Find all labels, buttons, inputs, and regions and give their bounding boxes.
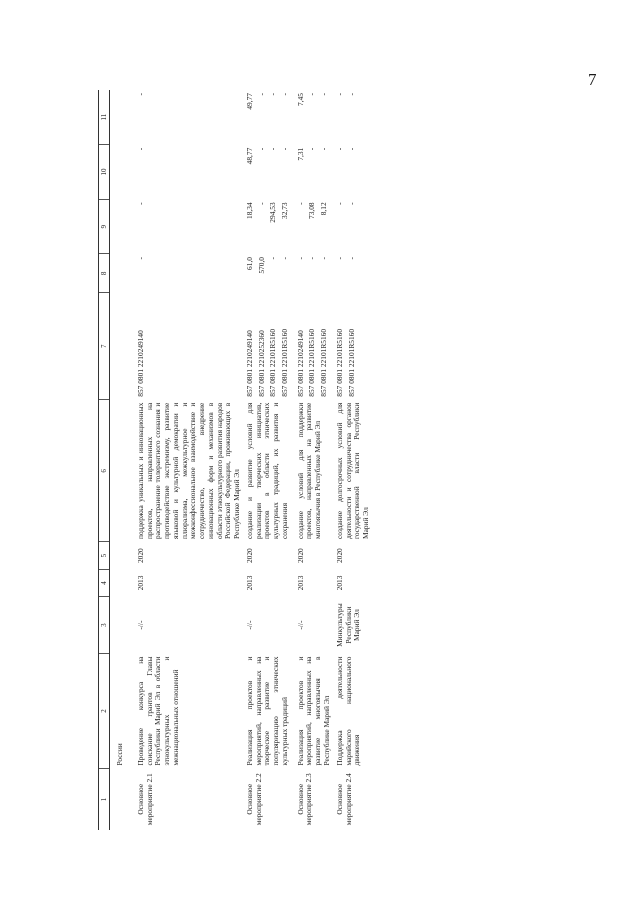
program-activities-table bbox=[98, 90, 373, 830]
budget-codes bbox=[334, 293, 373, 400]
value-col10: - bbox=[256, 147, 266, 151]
value-col10: - bbox=[334, 147, 344, 151]
col-number: 2 bbox=[99, 654, 110, 769]
expected-result: создание условий для поддержки проектов, направленных на развитие многоязычия в Республике Марий Эл bbox=[295, 402, 323, 539]
value-col10: - bbox=[268, 147, 278, 151]
activity-code: Основное мероприятие 2.4 bbox=[334, 773, 353, 826]
activity-name: Реализация проектов и мероприятий, направленных на творческое развитие и популяризацию этнических культурных традиций bbox=[244, 656, 289, 766]
value-col11: - bbox=[268, 93, 278, 96]
value-col9: - bbox=[334, 202, 344, 205]
budget-code: 857 0801 22101R5160 bbox=[268, 328, 278, 397]
table-row bbox=[334, 90, 373, 830]
value-col11: - bbox=[307, 93, 317, 96]
activity-name: Реализация проектов и мероприятий, направленных на развитие многоязычия в Республике Марий Эл bbox=[295, 656, 331, 766]
end-year: 2020 bbox=[135, 548, 145, 564]
value-col8: - bbox=[295, 257, 305, 260]
budget-codes bbox=[295, 293, 334, 400]
col-number: 8 bbox=[99, 254, 110, 293]
table-row bbox=[295, 90, 334, 830]
activity-executor: -//- bbox=[295, 620, 305, 630]
budget-code: 857 0801 2210249140 bbox=[244, 330, 254, 397]
value-col8: - bbox=[307, 257, 317, 260]
budget-code: 857 0801 2210249140 bbox=[135, 330, 145, 397]
budget-codes bbox=[244, 293, 295, 400]
budget-codes bbox=[135, 293, 244, 400]
value-col10: - bbox=[135, 147, 145, 151]
value-col11: - bbox=[135, 93, 145, 96]
value-col9: - bbox=[346, 202, 356, 205]
col-number: 3 bbox=[99, 597, 110, 654]
col-number: 4 bbox=[99, 569, 110, 596]
table-row bbox=[135, 90, 244, 830]
value-col10: - bbox=[346, 147, 356, 151]
start-year: 2013 bbox=[135, 575, 145, 591]
expected-result: создание и развитие условий для реализации творческих инициатив, проектов в области этнических культурных традиций, их развития и сохранения bbox=[244, 402, 289, 539]
activity-executor: Минкультуры Республики Марий Эл bbox=[334, 603, 362, 647]
budget-code: 857 0801 22101R5160 bbox=[346, 328, 356, 397]
continuation-text: России bbox=[115, 743, 125, 766]
value-col9: - bbox=[295, 202, 305, 205]
budget-code: 857 0801 22101R5160 bbox=[319, 328, 329, 397]
end-year: 2020 bbox=[244, 548, 254, 564]
col-number: 1 bbox=[99, 769, 110, 830]
column-number-row bbox=[99, 90, 110, 830]
value-col11: - bbox=[346, 93, 356, 96]
rotated-table-wrapper bbox=[98, 90, 528, 830]
page-number: 7 bbox=[588, 70, 597, 89]
value-col8: 61,0 bbox=[244, 257, 254, 270]
value-col10: 48,77 bbox=[244, 147, 254, 165]
value-col11: - bbox=[334, 93, 344, 96]
budget-code: 857 0801 22101R5160 bbox=[307, 328, 317, 397]
activity-code: Основное мероприятие 2.1 bbox=[135, 773, 154, 826]
activity-executor: -//- bbox=[135, 620, 145, 630]
activity-executor: -//- bbox=[244, 620, 254, 630]
value-col8: 570,0 bbox=[256, 257, 266, 274]
start-year: 2013 bbox=[334, 575, 344, 591]
value-col11: 49,77 bbox=[244, 93, 254, 110]
col-number: 5 bbox=[99, 542, 110, 569]
value-col11: - bbox=[280, 93, 289, 96]
activity-name: Поддержка деятельности марийского национального движения bbox=[334, 656, 362, 766]
value-col8: - bbox=[334, 257, 344, 260]
value-col9: 18,34 bbox=[244, 202, 254, 219]
budget-code: 857 0801 2210252360 bbox=[256, 330, 266, 397]
value-col11: - bbox=[256, 93, 266, 96]
start-year: 2013 bbox=[295, 575, 305, 591]
value-col11: 7,45 bbox=[295, 93, 305, 106]
start-year: 2013 bbox=[244, 575, 254, 591]
col-number: 7 bbox=[99, 293, 110, 400]
col-number: 11 bbox=[99, 90, 110, 145]
activity-name: Проведение конкурса на соискание грантов Главы Республики Марий Эл в области этнокультурных и межнациональных отношений bbox=[135, 656, 180, 766]
value-col8: - bbox=[268, 257, 278, 260]
value-col11: - bbox=[319, 93, 329, 96]
value-col8: - bbox=[280, 257, 289, 260]
value-col9: 32,73 bbox=[280, 202, 289, 219]
expected-result: поддержка уникальных и инновационных проектов, направленных на распространение толерантного сознания и противодействие экстремизму, развитие языковой и культурной демократии и плюрализма, межкультурное и межконфессиональное взаимодействие и сотрудничество, внедрение инновационных форм и механизмов в области этнокультурного развития народов Российской Федерации, проживающих в Республике Марий Эл bbox=[135, 402, 242, 539]
table-row bbox=[244, 90, 295, 830]
value-col9: 73,08 bbox=[307, 202, 317, 219]
value-col10: - bbox=[319, 147, 329, 151]
budget-code: 857 0801 22101R5160 bbox=[334, 328, 344, 397]
value-col8: - bbox=[346, 257, 356, 260]
col-number: 6 bbox=[99, 400, 110, 542]
value-col10: 7,31 bbox=[295, 147, 305, 161]
col-number: 9 bbox=[99, 199, 110, 254]
col-number: 10 bbox=[99, 145, 110, 200]
value-col9: - bbox=[135, 202, 145, 205]
value-col9: 294,53 bbox=[268, 202, 278, 223]
budget-code: 857 0801 2210249140 bbox=[295, 330, 305, 397]
value-col9: 8,12 bbox=[319, 202, 329, 216]
value-col10: - bbox=[307, 147, 317, 151]
activity-code: Основное мероприятие 2.3 bbox=[295, 773, 314, 826]
budget-code: 857 0801 22101R5160 bbox=[280, 328, 289, 397]
value-col8: - bbox=[319, 257, 329, 260]
activity-code: Основное мероприятие 2.2 bbox=[244, 773, 263, 826]
end-year: 2020 bbox=[295, 548, 305, 564]
expected-result: создание долгосрочных условий для деятельности и сотрудничества органов государственной власти Республики Марий Эл bbox=[334, 402, 371, 539]
value-col8: - bbox=[135, 257, 145, 260]
end-year: 2020 bbox=[334, 548, 344, 564]
value-col9: - bbox=[256, 202, 266, 205]
value-col10: - bbox=[280, 147, 289, 151]
continuation-row bbox=[110, 90, 135, 830]
